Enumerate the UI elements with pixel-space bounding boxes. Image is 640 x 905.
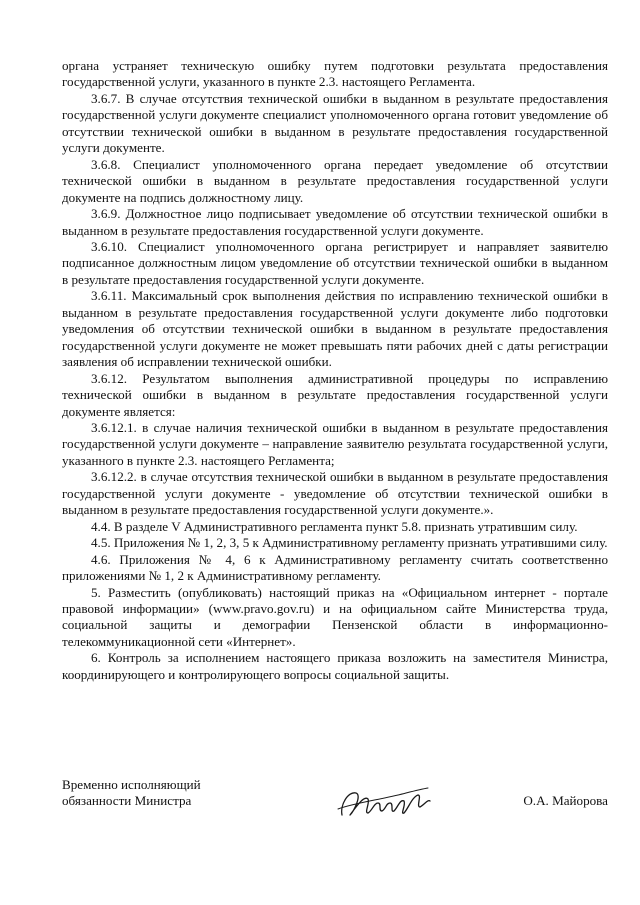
document-body — [62, 58, 608, 683]
paragraph-3-6-12-2: 3.6.12.2. в случае отсутствия технической ошибки в выданном в результате предоставления государственной услуги документе - уведомление об отсутствии технической ошибки в выданном в результате предоставления государственной услуги документе.». — [62, 469, 608, 518]
paragraph-3-6-9: 3.6.9. Должностное лицо подписывает уведомление об отсутствии технической ошибки в выданном в результате предоставления государственной услуги документе. — [62, 206, 608, 238]
paragraph-3-6-12-1: 3.6.12.1. в случае наличия технической ошибки в выданном в результате предоставления государственной услуги документе – направление заявителю результата государственной услуги, указанного в пункте 2.3. настоящего Регламента; — [62, 419, 608, 468]
paragraph-6: 6. Контроль за исполнением настоящего приказа возложить на заместителя Министра, координирующего и контролирующего вопросы социальной защиты. — [62, 650, 608, 682]
paragraph-3-6-8: 3.6.8. Специалист уполномоченного органа передает уведомление об отсутствии технической ошибки в выданном в результате предоставления государственной услуги документе на подпись должностному лицу. — [62, 156, 608, 205]
paragraph-4-4: 4.4. В разделе V Административного регламента пункт 5.8. признать утратившим силу. — [91, 518, 578, 534]
paragraph-4-5: 4.5. Приложения № 1, 2, 3, 5 к Административному регламенту признать утратившими силу. — [91, 535, 608, 551]
paragraph-continuation: органа устраняет техническую ошибку путем подготовки результата предоставления государственной услуги, указанного в пункте 2.3. настоящего Регламента. — [62, 58, 608, 90]
paragraph-4-6: 4.6. Приложения № 4, 6 к Административному регламенту считать соответственно приложениями № 1, 2 к Административному регламенту. — [62, 551, 608, 584]
signatory-position-line-2: обязанности Министра — [62, 793, 192, 809]
paragraph-3-6-7: 3.6.7. В случае отсутствия технической ошибки в выданном в результате предоставления государственной услуги документе специалист уполномоченного органа готовит уведомление об отсутствии технической ошибки в выданном в результате предоставления государственной услуги документе. — [62, 90, 608, 156]
paragraph-3-6-11: 3.6.11. Максимальный срок выполнения действия по исправлению технической ошибки в выданном в результате предоставления государственной услуги документе либо подготовки уведомления об отсутствии технической ошибки в выданном в результате предоставления государственной услуги документе не может превышать пяти рабочих дней с даты регистрации заявления об исправлении технической ошибки. — [62, 288, 608, 370]
signatory-name: О.А. Майорова — [523, 793, 608, 808]
paragraph-5: 5. Разместить (опубликовать) настоящий приказ на «Официальном интернет - портале правовой информации» (www.pravo.gov.ru) и на официальном сайте Министерства труда, социальной защиты и демографии Пензенской области в информационно-телекоммуникационной сети «Интернет». — [62, 584, 608, 649]
paragraph-3-6-12: 3.6.12. Результатом выполнения административной процедуры по исправлению технической ошибки в выданном в результате предоставления государственной услуги документе является: — [62, 370, 608, 419]
signatory-position — [62, 777, 262, 810]
handwritten-signature-icon — [334, 785, 434, 819]
paragraph-3-6-10: 3.6.10. Специалист уполномоченного органа регистрирует и направляет заявителю подписанное должностным лицом уведомление об отсутствии технической ошибки в выданном в результате предоставления государственной услуги документе. — [62, 238, 608, 287]
signature-block — [62, 777, 608, 837]
signatory-position-line-1: Временно исполняющий — [62, 777, 201, 792]
